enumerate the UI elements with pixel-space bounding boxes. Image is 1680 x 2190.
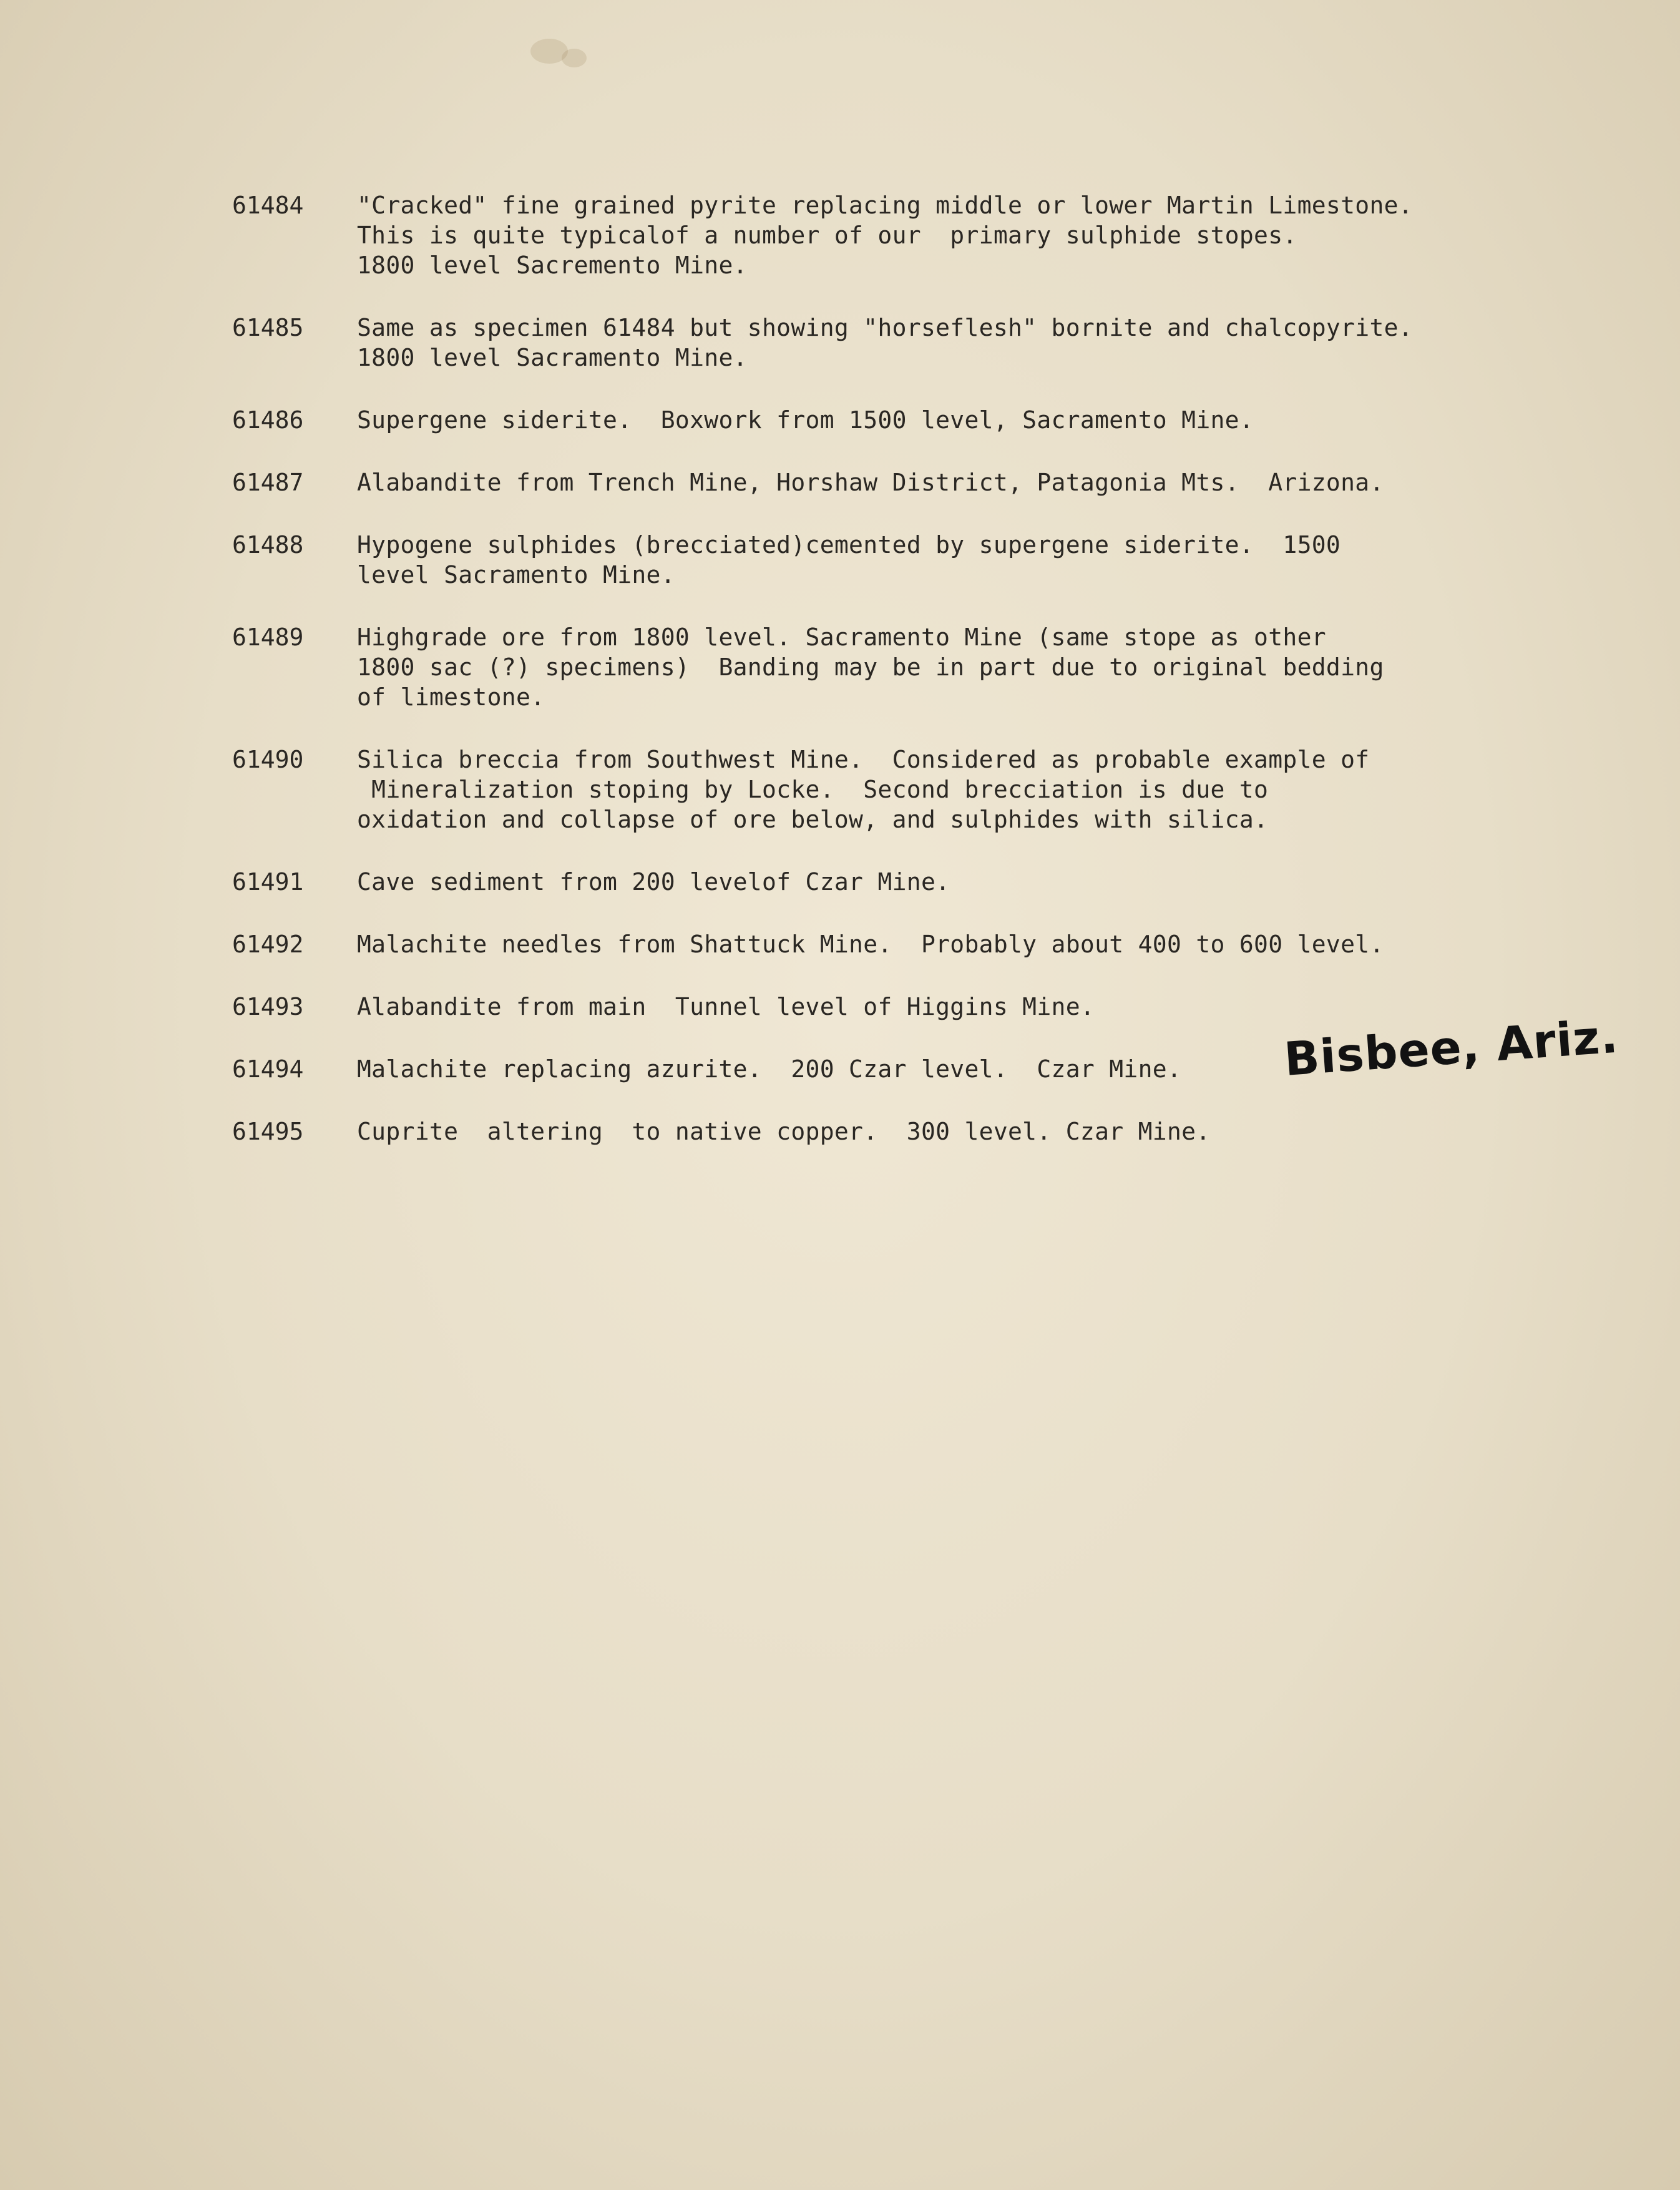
description-line: Mineralization stoping by Locke. Second brecciation is due to xyxy=(357,776,1269,803)
specimen-number: 61493 xyxy=(232,993,304,1020)
specimen-description xyxy=(357,929,1530,959)
description-line: 1800 level Sacremento Mine. xyxy=(357,252,748,279)
description-line: Silica breccia from Southwest Mine. Considered as probable example of xyxy=(357,746,1370,773)
specimen-entry-61492 xyxy=(232,929,1530,959)
description-line: Alabandite from Trench Mine, Horshaw District, Patagonia Mts. Arizona. xyxy=(357,469,1384,496)
specimen-number: 61492 xyxy=(232,931,304,958)
specimen-entry-61484 xyxy=(232,190,1530,280)
description-line: "Cracked" fine grained pyrite replacing middle or lower Martin Limestone. xyxy=(357,192,1413,219)
specimen-description xyxy=(357,622,1530,712)
specimen-entry-61487 xyxy=(232,467,1530,497)
paper-stain xyxy=(562,49,587,67)
specimen-description xyxy=(357,992,1530,1022)
handwritten-location-note: Bisbee, Ariz. xyxy=(1282,1009,1621,1087)
specimen-number: 61485 xyxy=(232,314,304,341)
specimen-entry-61489 xyxy=(232,622,1530,712)
description-line: Hypogene sulphides (brecciated)cemented by supergene siderite. 1500 xyxy=(357,531,1341,559)
specimen-description xyxy=(357,745,1530,834)
specimen-description xyxy=(357,467,1530,497)
specimen-number: 61489 xyxy=(232,623,304,651)
specimen-entry-61486 xyxy=(232,405,1530,435)
specimen-number: 61487 xyxy=(232,469,304,496)
specimen-description xyxy=(357,190,1530,280)
specimen-description xyxy=(357,867,1530,897)
description-line: 1800 level Sacramento Mine. xyxy=(357,344,748,371)
description-line: oxidation and collapse of ore below, and sulphides with silica. xyxy=(357,806,1269,833)
description-line: This is quite typicalof a number of our primary sulphide stopes. xyxy=(357,222,1297,249)
specimen-number: 61490 xyxy=(232,746,304,773)
description-line: Cuprite altering to native copper. 300 level. Czar Mine. xyxy=(357,1118,1211,1145)
specimen-number: 61484 xyxy=(232,192,304,219)
specimen-number: 61494 xyxy=(232,1055,304,1083)
specimen-entry-61488 xyxy=(232,530,1530,590)
specimen-description xyxy=(357,530,1530,590)
specimen-description xyxy=(357,405,1530,435)
description-line: Same as specimen 61484 but showing "horseflesh" bornite and chalcopyrite. xyxy=(357,314,1413,341)
specimen-entry-61491 xyxy=(232,867,1530,897)
specimen-number: 61495 xyxy=(232,1118,304,1145)
description-line: Malachite needles from Shattuck Mine. Probably about 400 to 600 level. xyxy=(357,931,1384,958)
description-line: Supergene siderite. Boxwork from 1500 level, Sacramento Mine. xyxy=(357,406,1254,434)
specimen-number: 61488 xyxy=(232,531,304,559)
specimen-number: 61486 xyxy=(232,406,304,434)
specimen-description xyxy=(357,313,1530,373)
specimen-description xyxy=(357,1117,1530,1146)
description-line: Cave sediment from 200 levelof Czar Mine. xyxy=(357,868,950,896)
description-line: of limestone. xyxy=(357,683,545,711)
description-line: Highgrade ore from 1800 level. Sacramento Mine (same stope as other xyxy=(357,623,1326,651)
specimen-entry-61495 xyxy=(232,1117,1530,1146)
specimen-number: 61491 xyxy=(232,868,304,896)
specimen-entry-61493 xyxy=(232,992,1530,1022)
description-line: Malachite replacing azurite. 200 Czar level. Czar Mine. xyxy=(357,1055,1182,1083)
description-line: 1800 sac (?) specimens) Banding may be in part due to original bedding xyxy=(357,653,1384,681)
specimen-entry-61485 xyxy=(232,313,1530,373)
description-line: Alabandite from main Tunnel level of Higgins Mine. xyxy=(357,993,1095,1020)
specimen-entry-61490 xyxy=(232,745,1530,834)
description-line: level Sacramento Mine. xyxy=(357,561,675,589)
